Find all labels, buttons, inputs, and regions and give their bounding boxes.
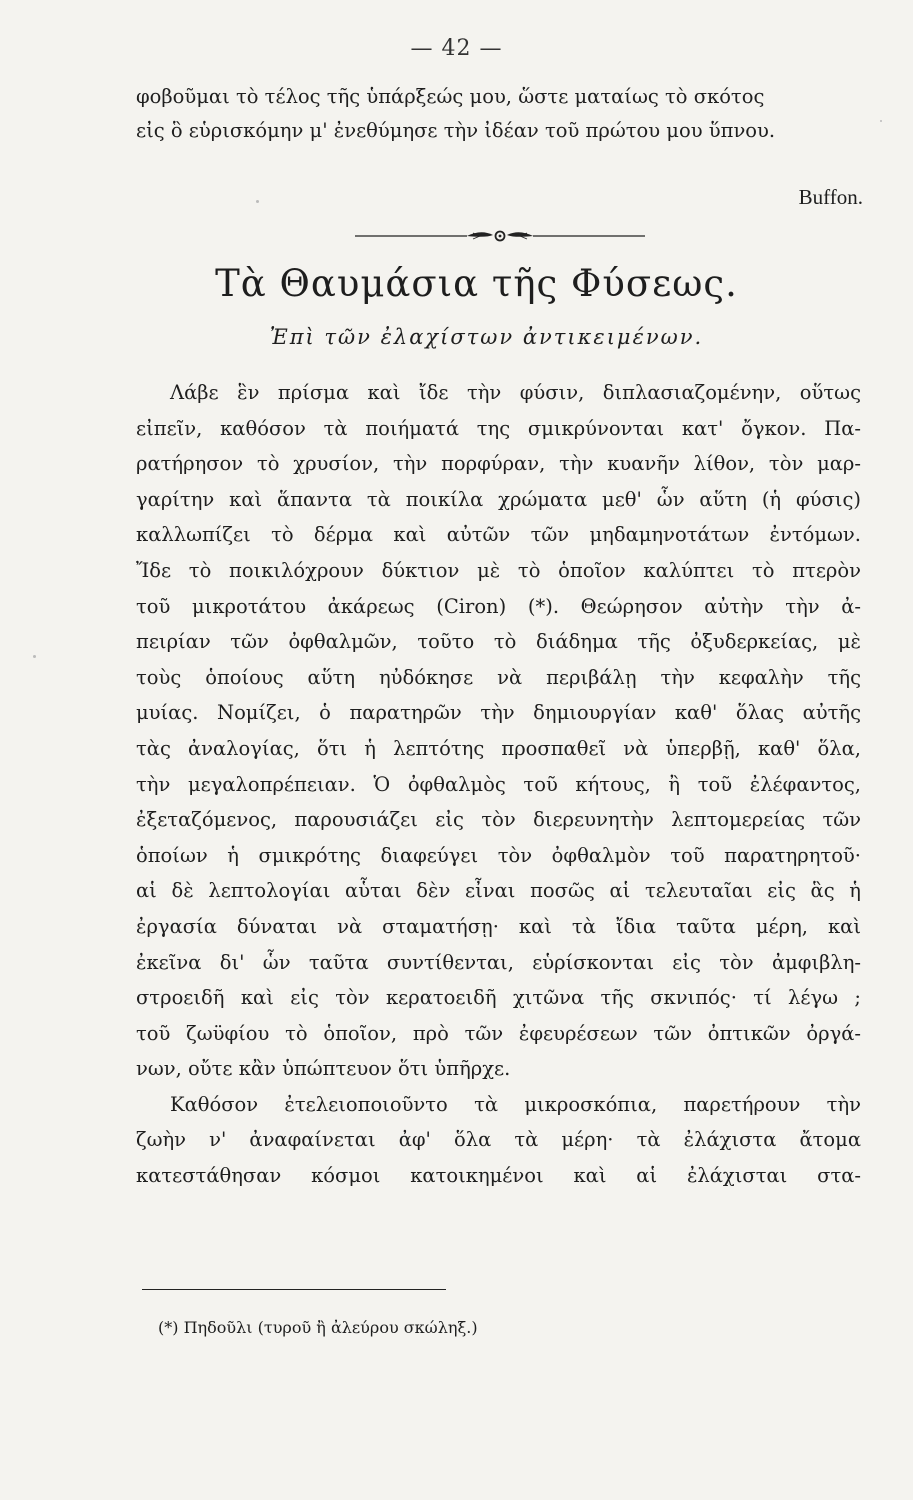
text-line: τοῦ μικροτάτου ἀκάρεως (Ciron) (*). Θεώρησον αὐτὴν τὴν ἀ- [136, 594, 861, 618]
article-subtitle: Ἐπὶ τῶν ἐλαχίστων ἀντικειμένων. [269, 325, 704, 349]
article-title: Τὰ Θαυμάσια τῆς Φύσεως. [215, 262, 738, 305]
page-number: — 42 — [410, 36, 503, 61]
paper-speck [880, 120, 882, 122]
text-line: ἐργασία δύναται νὰ σταματήσῃ· καὶ τὰ ἴδια ταῦτα μέρη, καὶ [136, 914, 861, 938]
text-line: στροειδῆ καὶ εἰς τὸν κερατοειδῆ χιτῶνα τῆς σκνιπός· τί λέγω ; [136, 986, 861, 1010]
paper-speck [256, 200, 259, 203]
continued-paragraph [136, 80, 866, 148]
ornamental-divider [355, 224, 645, 248]
text-line: τοῦ ζωϋφίου τὸ ὁποῖον, πρὸ τῶν ἐφευρέσεων τῶν ὀπτικῶν ὀργά- [136, 1021, 861, 1045]
text-line: τὰς ἀναλογίας, ὅτι ἡ λεπτότης προσπαθεῖ νὰ ὑπερβῇ, καθ' ὅλα, [136, 736, 861, 760]
footnote: (*) Πηδοῦλι (τυροῦ ἢ ἀλεύρου σκώληξ.) [158, 1318, 478, 1337]
text-line: μυίας. Νομίζει, ὁ παρατηρῶν τὴν δημιουργίαν καθ' ὅλας αὐτῆς [136, 701, 861, 725]
text-line: εἰπεῖν, καθόσον τὰ ποιήματά της σμικρύνονται κατ' ὄγκον. Πα- [136, 416, 861, 440]
footnote-divider [142, 1289, 446, 1290]
text-line: νων, οὔτε κἂν ὑπώπτευον ὅτι ὑπῆρχε. [136, 1057, 511, 1081]
text-line: εἰς ὃ εὑρισκόμην μ' ἐνεθύμησε τὴν ἰδέαν τοῦ πρώτου μου ὕπνου. [136, 119, 776, 142]
author-signature: Buffon. [798, 185, 863, 209]
text-line: ζωὴν ν' ἀναφαίνεται ἀφ' ὅλα τὰ μέρη· τὰ ἐλάχιστα ἄτομα [136, 1128, 861, 1152]
text-line: πειρίαν τῶν ὀφθαλμῶν, τοῦτο τὸ διάδημα τῆς ὀξυδερκείας, μὲ [136, 630, 861, 654]
text-line: τὴν μεγαλοπρέπειαν. Ὁ ὀφθαλμὸς τοῦ κήτους, ἢ τοῦ ἐλέφαντος, [136, 772, 861, 796]
text-line: αἱ δὲ λεπτολογίαι αὗται δὲν εἶναι ποσῶς αἱ τελευταῖαι εἰς ἃς ἡ [136, 879, 861, 903]
text-line: καλλωπίζει τὸ δέρμα καὶ αὐτῶν τῶν μηδαμηνοτάτων ἐντόμων. [136, 523, 861, 547]
text-line: ρατήρησον τὸ χρυσίον, τὴν πορφύραν, τὴν κυανῆν λίθον, τὸν μαρ- [136, 452, 861, 476]
text-line: Λάβε ἓν πρίσμα καὶ ἴδε τὴν φύσιν, διπλασιαζομένην, οὕτως [170, 381, 861, 404]
text-line: γαρίτην καὶ ἅπαντα τὰ ποικίλα χρώματα μεθ' ὧν αὕτη (ἡ φύσις) [136, 487, 861, 511]
text-line: Ἴδε τὸ ποικιλόχρουν δύκτιον μὲ τὸ ὁποῖον καλύπτει τὸ πτερὸν [136, 558, 861, 582]
text-line: ἐξεταζόμενος, παρουσιάζει εἰς τὸν διερευνητὴν λεπτομερείας τῶν [136, 808, 861, 832]
text-line: ἐκεῖνα δι' ὧν ταῦτα συντίθενται, εὑρίσκονται εἰς τὸν ἀμφιβλη- [136, 950, 861, 974]
text-line: τοὺς ὁποίους αὕτη ηὐδόκησε νὰ περιβάλῃ τὴν κεφαλὴν τῆς [136, 665, 861, 689]
text-line: Καθόσον ἐτελειοποιοῦντο τὰ μικροσκόπια, παρετήρουν τὴν [170, 1092, 861, 1116]
text-line: ὁποίων ἡ σμικρότης διαφεύγει τὸν ὀφθαλμὸν τοῦ παρατηρητοῦ· [136, 843, 861, 867]
paper-speck [33, 655, 36, 658]
text-line: κατεστάθησαν κόσμοι κατοικημένοι καὶ αἱ ἐλάχισται στα- [136, 1164, 861, 1188]
article-body [136, 375, 861, 1194]
text-line: φοβοῦμαι τὸ τέλος τῆς ὑπάρξεώς μου, ὥστε ματαίως τὸ σκότος [136, 85, 765, 108]
